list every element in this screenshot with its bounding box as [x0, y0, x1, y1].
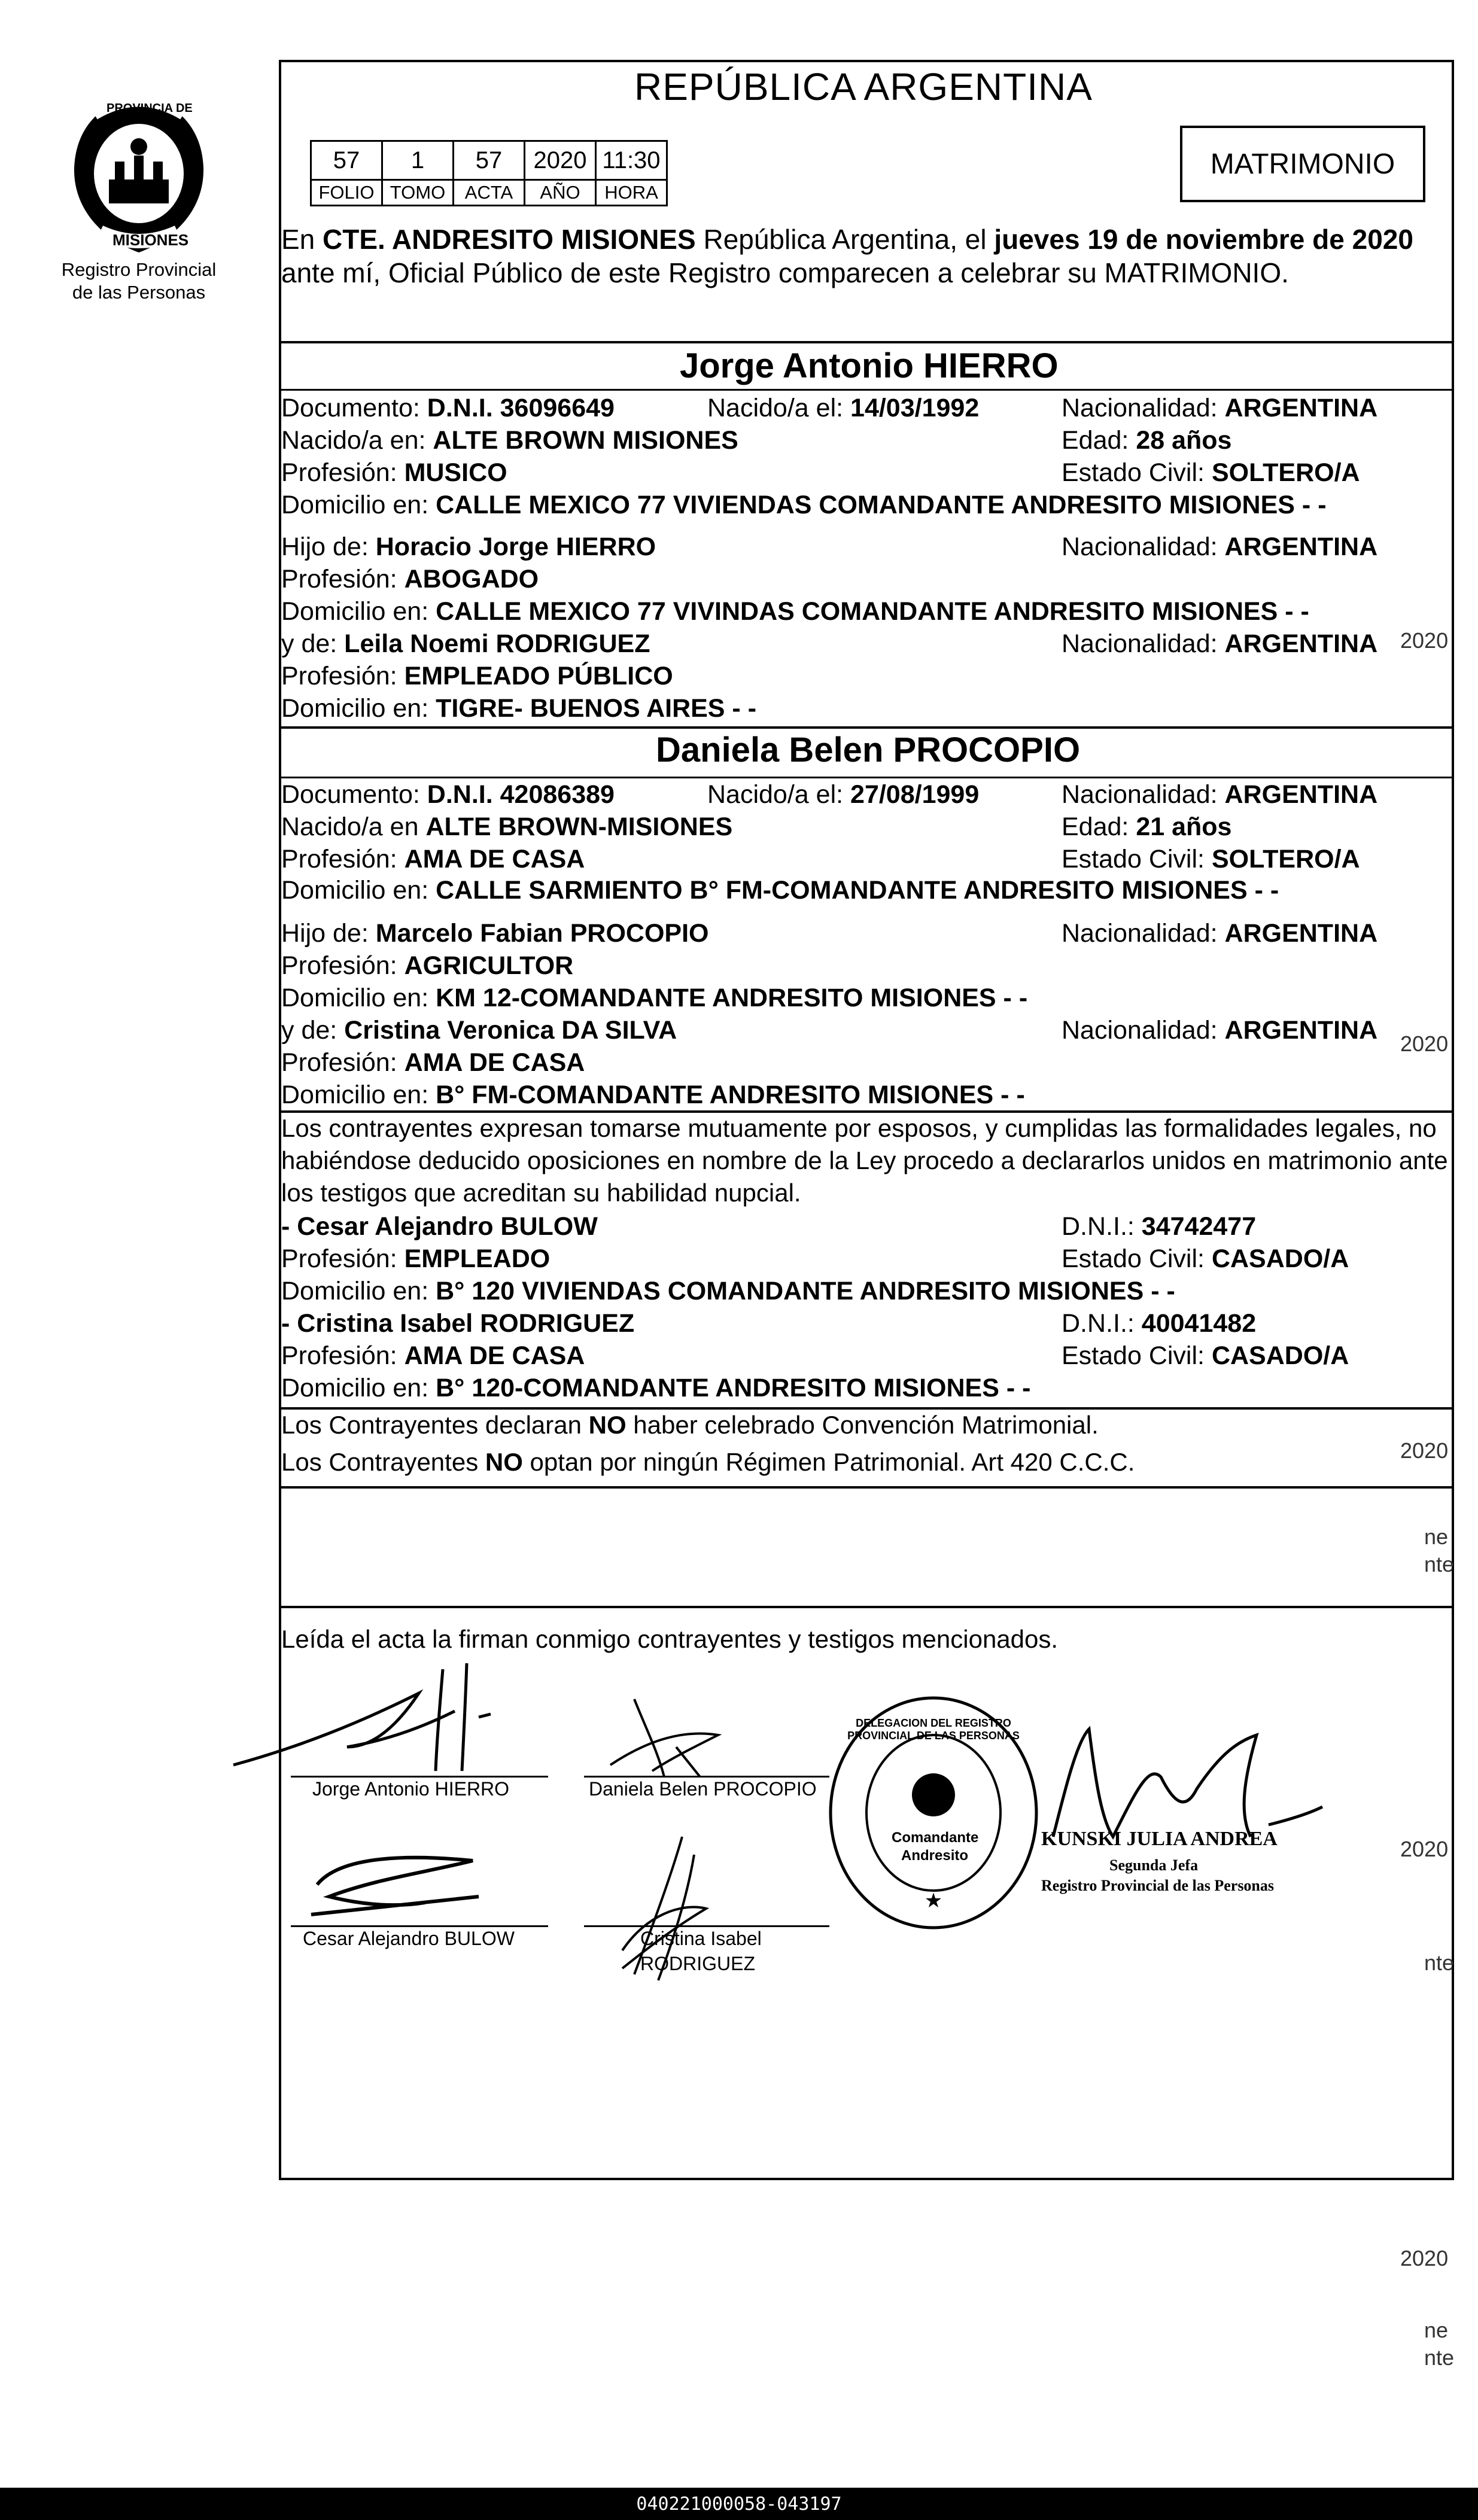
c2-birth: Nacido/a el: 27/08/1999	[707, 780, 980, 809]
c2-mother-dom: Domicilio en: B° FM-COMANDANTE ANDRESITO MISIONES - -	[281, 1081, 1025, 1109]
tomo-label: TOMO	[382, 180, 454, 206]
official-name: KUNSKI JULIA ANDREA	[1041, 1828, 1278, 1850]
witness1-prof: Profesión: EMPLEADO	[281, 1244, 551, 1273]
c2-prof: Profesión: AMA DE CASA	[281, 845, 585, 874]
c2-mother: y de: Cristina Veronica DA SILVA	[281, 1016, 677, 1045]
page-title: REPÚBLICA ARGENTINA	[634, 65, 1093, 108]
c1-mother-prof: Profesión: EMPLEADO PÚBLICO	[281, 662, 673, 690]
seal-inner-text-1: Comandante	[892, 1830, 979, 1846]
acta-label: ACTA	[454, 180, 525, 206]
c2-doc: Documento: D.N.I. 42086389	[281, 780, 615, 809]
edge-mark: nte	[1424, 1552, 1455, 1576]
witness1-name: - Cesar Alejandro BULOW	[281, 1212, 598, 1241]
emblem-text-bottom: MISIONES	[112, 231, 189, 249]
contrayente2-name: Daniela Belen PROCOPIO	[656, 731, 1081, 769]
signature-label-witness2-first: Cristina Isabel	[640, 1928, 762, 1949]
c1-dom: Domicilio en: CALLE MEXICO 77 VIVIENDAS COMANDANTE ANDRESITO MISIONES - -	[281, 491, 1327, 519]
declaration-line-3: los testigos que acreditan su habilidad nupcial.	[281, 1179, 801, 1207]
edge-mark: 2020	[1400, 2246, 1449, 2271]
signature-label-bride: Daniela Belen PROCOPIO	[589, 1778, 817, 1800]
c2-nat: Nacionalidad: ARGENTINA	[1062, 780, 1378, 809]
seal-outer-text: DELEGACION DEL REGISTRO PROVINCIAL DE LAS PERSONAS	[847, 1717, 1020, 1742]
signature-scribble-2	[598, 1693, 778, 1783]
witness2-prof: Profesión: AMA DE CASA	[281, 1341, 585, 1370]
divider	[279, 777, 1454, 778]
c1-father-nat: Nacionalidad: ARGENTINA	[1062, 532, 1378, 561]
edge-mark: 2020	[1400, 1438, 1449, 1463]
document-id-footer: 040221000058-043197	[0, 2488, 1478, 2520]
witness2-dni: D.N.I.: 40041482	[1062, 1309, 1257, 1338]
edge-mark: ne	[1424, 2318, 1449, 2342]
c2-father-dom: Domicilio en: KM 12-COMANDANTE ANDRESITO MISIONES - -	[281, 984, 1028, 1012]
c1-place: Nacido/a en: ALTE BROWN MISIONES	[281, 426, 738, 455]
witness2-dom: Domicilio en: B° 120-COMANDANTE ANDRESITO MISIONES - -	[281, 1374, 1031, 1402]
declaration-line-1: Los contrayentes expresan tomarse mutuamente por esposos, y cumplidas las formalidades legales, no	[281, 1114, 1437, 1142]
folio-value: 57	[311, 141, 382, 180]
witness2-civil: Estado Civil: CASADO/A	[1062, 1341, 1349, 1370]
signature-scribble-3	[293, 1843, 485, 1926]
c1-father-dom: Domicilio en: CALLE MEXICO 77 VIVINDAS COMANDANTE ANDRESITO MISIONES - -	[281, 597, 1309, 626]
seal-inner-text-2: Andresito	[901, 1848, 969, 1864]
declaration-line-2: habiéndose deducido oposiciones en nombre de la Ley procedo a declararlos unidos en matrimonio ante	[281, 1146, 1448, 1174]
official-org: Registro Provincial de las Personas	[1041, 1877, 1275, 1894]
c1-civil: Estado Civil: SOLTERO/A	[1062, 458, 1360, 487]
witness1-civil: Estado Civil: CASADO/A	[1062, 1244, 1349, 1273]
emblem-text-top: PROVINCIA DE	[107, 102, 193, 115]
c2-mother-prof: Profesión: AMA DE CASA	[281, 1048, 585, 1077]
c2-father-prof: Profesión: AGRICULTOR	[281, 951, 574, 980]
c1-prof: Profesión: MUSICO	[281, 458, 507, 487]
c1-nat: Nacionalidad: ARGENTINA	[1062, 394, 1378, 422]
folio-label: FOLIO	[311, 180, 382, 206]
edge-mark: 2020	[1400, 1837, 1449, 1861]
edge-mark: 2020	[1400, 628, 1449, 653]
logo-caption-line2: de las Personas	[72, 282, 206, 303]
c2-age: Edad: 21 años	[1062, 812, 1232, 841]
contrayente1-name: Jorge Antonio HIERRO	[680, 346, 1059, 385]
c2-mother-nat: Nacionalidad: ARGENTINA	[1062, 1016, 1378, 1045]
intro-line-2: ante mí, Oficial Público de este Registro comparecen a celebrar su MATRIMONIO.	[281, 257, 1289, 288]
c1-doc: Documento: D.N.I. 36096649	[281, 394, 615, 422]
signature-scribble-1	[227, 1657, 539, 1777]
c2-place: Nacido/a en ALTE BROWN-MISIONES	[281, 812, 733, 841]
regime-line-1: Los Contrayentes declaran NO haber celebrado Convención Matrimonial.	[281, 1411, 1099, 1439]
ano-label: AÑO	[525, 180, 596, 206]
divider	[279, 341, 1454, 343]
c1-father-prof: Profesión: ABOGADO	[281, 565, 539, 594]
c1-mother-dom: Domicilio en: TIGRE- BUENOS AIRES - -	[281, 694, 757, 723]
svg-text:★: ★	[924, 1889, 943, 1913]
edge-mark: nte	[1424, 1950, 1455, 1975]
c1-birth: Nacido/a el: 14/03/1992	[707, 394, 980, 422]
logo-caption	[49, 258, 229, 304]
c2-father-nat: Nacionalidad: ARGENTINA	[1062, 919, 1378, 948]
regime-line-2: Los Contrayentes NO optan por ningún Régimen Patrimonial. Art 420 C.C.C.	[281, 1448, 1135, 1476]
signature-label-groom: Jorge Antonio HIERRO	[312, 1778, 510, 1800]
c1-mother-nat: Nacionalidad: ARGENTINA	[1062, 629, 1378, 658]
edge-mark: ne	[1424, 1524, 1449, 1549]
signature-label-witness1: Cesar Alejandro BULOW	[303, 1928, 515, 1949]
witness2-name: - Cristina Isabel RODRIGUEZ	[281, 1309, 635, 1338]
official-role: Segunda Jefa	[1109, 1856, 1199, 1874]
edge-mark: 2020	[1400, 1031, 1449, 1056]
divider	[279, 389, 1454, 391]
c2-father: Hijo de: Marcelo Fabian PROCOPIO	[281, 919, 709, 948]
hora-label: HORA	[596, 180, 667, 206]
folio-table	[310, 140, 668, 206]
c1-mother: y de: Leila Noemi RODRIGUEZ	[281, 629, 650, 658]
registry-seal	[826, 1693, 1041, 1932]
witness1-dom: Domicilio en: B° 120 VIVIENDAS COMANDANTE ANDRESITO MISIONES - -	[281, 1277, 1175, 1305]
intro-line-1: En CTE. ANDRESITO MISIONES República Argentina, el jueves 19 de noviembre de 2020	[281, 224, 1413, 255]
c2-dom: Domicilio en: CALLE SARMIENTO B° FM-COMANDANTE ANDRESITO MISIONES - -	[281, 876, 1279, 905]
acta-value: 57	[454, 141, 525, 180]
logo-caption-line1: Registro Provincial	[61, 259, 217, 280]
divider	[279, 1606, 1454, 1608]
province-emblem-logo	[67, 90, 211, 257]
c2-civil: Estado Civil: SOLTERO/A	[1062, 845, 1360, 874]
record-type-box: MATRIMONIO	[1180, 126, 1425, 202]
tomo-value: 1	[382, 141, 454, 180]
edge-mark: nte	[1424, 2345, 1455, 2370]
c1-father: Hijo de: Horacio Jorge HIERRO	[281, 532, 656, 561]
divider	[279, 1486, 1454, 1489]
witness1-dni: D.N.I.: 34742477	[1062, 1212, 1257, 1241]
closing-text: Leída el acta la firman conmigo contrayentes y testigos mencionados.	[281, 1625, 1059, 1653]
divider	[279, 726, 1454, 729]
ano-value: 2020	[525, 141, 596, 180]
hora-value: 11:30	[596, 141, 667, 180]
signature-label-witness2-last: RODRIGUEZ	[640, 1953, 755, 1974]
c1-age: Edad: 28 años	[1062, 426, 1232, 455]
